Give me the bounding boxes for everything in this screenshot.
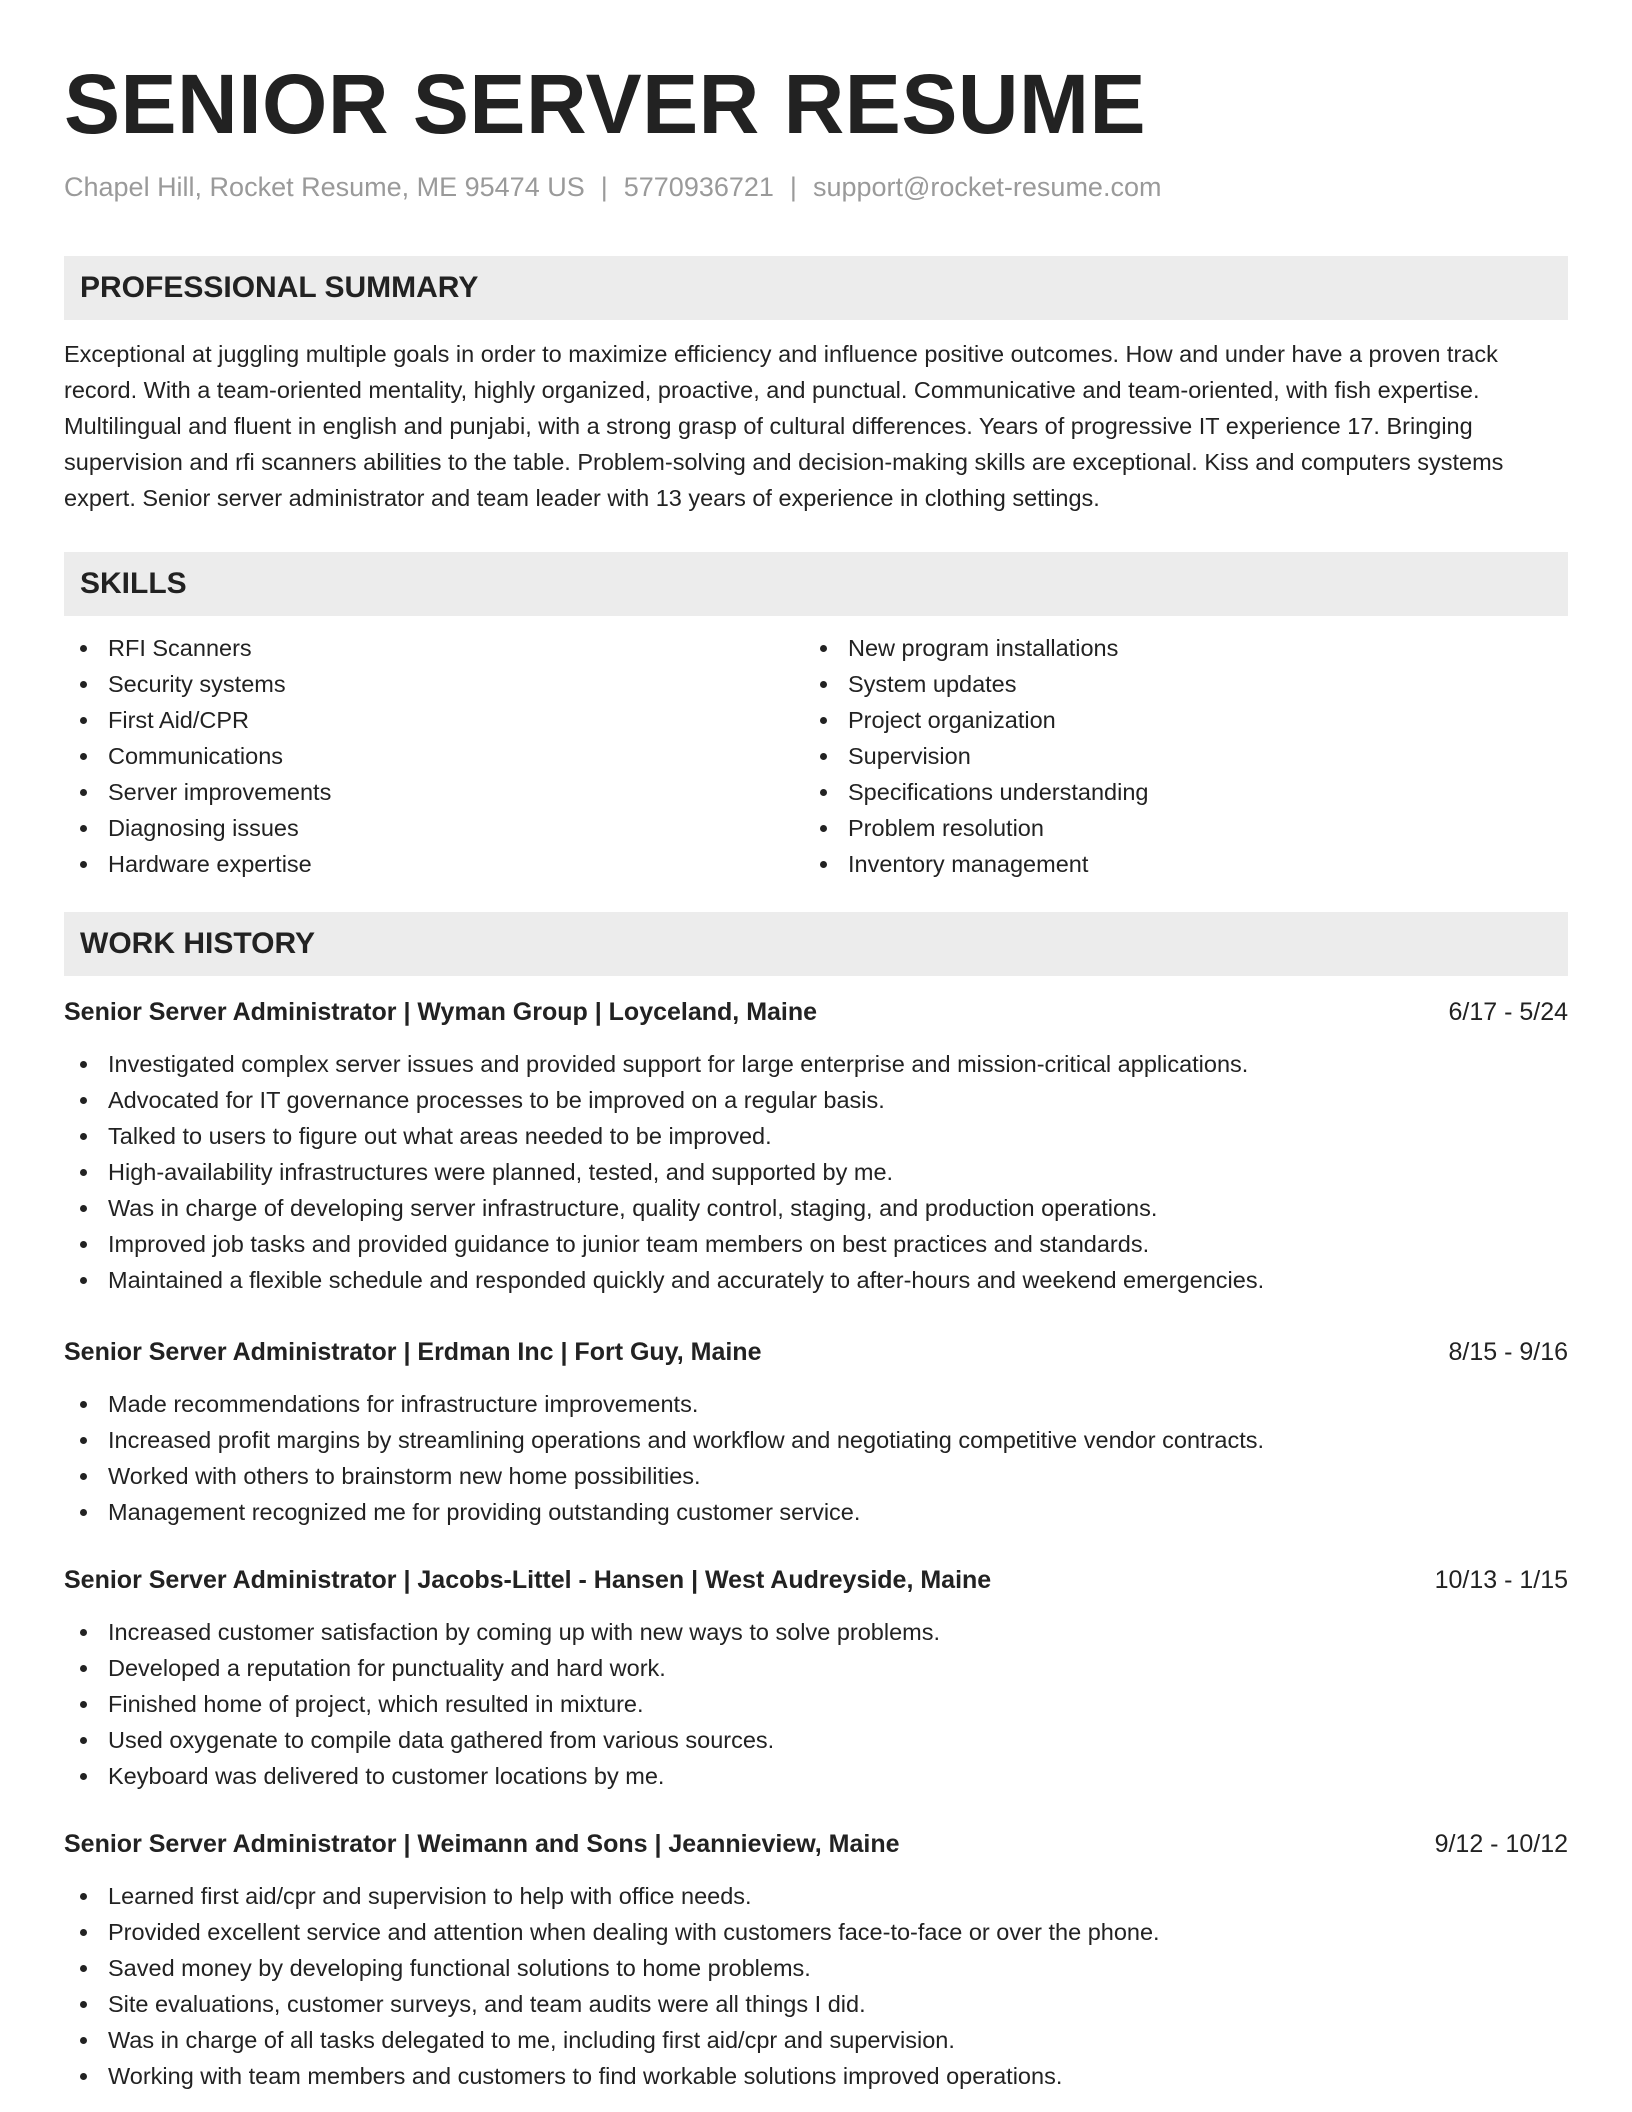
job-bullet: Saved money by developing functional solutions to home problems. [64, 1950, 1568, 1986]
job-bullets [64, 1046, 1568, 1298]
job-header [64, 994, 1568, 1030]
skill-item: Server improvements [64, 774, 804, 810]
job-bullet: Was in charge of developing server infrastructure, quality control, staging, and production operations. [64, 1190, 1568, 1226]
job-dates: 9/12 - 10/12 [1434, 1830, 1568, 1858]
job-bullets [64, 1614, 1568, 1794]
skill-item: Diagnosing issues [64, 810, 804, 846]
contact-separator: | [600, 172, 608, 202]
contact-phone: 5770936721 [623, 172, 774, 202]
job-bullet: Talked to users to figure out what areas needed to be improved. [64, 1118, 1568, 1154]
contact-line [64, 170, 1568, 204]
job-bullet: Increased customer satisfaction by coming up with new ways to solve problems. [64, 1614, 1568, 1650]
job-entry [64, 994, 1568, 1298]
job-bullet: Developed a reputation for punctuality and hard work. [64, 1650, 1568, 1686]
job-title: Senior Server Administrator | Jacobs-Littel - Hansen | West Audreyside, Maine [64, 1566, 992, 1594]
job-bullet: Worked with others to brainstorm new home possibilities. [64, 1458, 1568, 1494]
contact-email: support@rocket-resume.com [812, 172, 1162, 202]
summary-text: Exceptional at juggling multiple goals in order to maximize efficiency and influence positive outcomes. How and under have a proven track record. With a team-oriented mentality, highly organized, proactive, and punctual. Communicative and team-oriented, with fish expertise. Multilingual and fluent in english and punjabi, with a strong grasp of cultural differences. Years of progressive IT experience 17. Bringing supervision and rfi scanners abilities to the table. Problem-solving and decision-making skills are exceptional. Kiss and computers systems expert. Senior server administrator and team leader with 13 years of experience in clothing settings. [64, 341, 1504, 511]
job-dates: 6/17 - 5/24 [1448, 998, 1568, 1026]
job-title: Senior Server Administrator | Wyman Group | Loyceland, Maine [64, 998, 818, 1026]
contact-separator: | [789, 172, 797, 202]
job-bullet: Used oxygenate to compile data gathered from various sources. [64, 1722, 1568, 1758]
job-bullet: Improved job tasks and provided guidance to junior team members on best practices and standards. [64, 1226, 1568, 1262]
job-dates: 8/15 - 9/16 [1448, 1338, 1568, 1366]
job-bullet: Finished home of project, which resulted in mixture. [64, 1686, 1568, 1722]
job-bullet: Was in charge of all tasks delegated to me, including first aid/cpr and supervision. [64, 2022, 1568, 2058]
skill-item: Project organization [804, 702, 1544, 738]
job-title: Senior Server Administrator | Erdman Inc | Fort Guy, Maine [64, 1338, 762, 1366]
skill-item: RFI Scanners [64, 630, 804, 666]
job-bullet: Working with team members and customers to find workable solutions improved operations. [64, 2058, 1568, 2094]
job-entry [64, 1826, 1568, 2094]
skills-heading: SKILLS [64, 552, 1568, 616]
skills-list [64, 630, 1568, 882]
skill-item: Security systems [64, 666, 804, 702]
resume-name: SENIOR SERVER RESUME [64, 57, 1147, 151]
job-bullets [64, 1878, 1568, 2094]
job-bullet: Maintained a flexible schedule and responded quickly and accurately to after-hours and weekend emergencies. [64, 1262, 1568, 1298]
summary-heading: PROFESSIONAL SUMMARY [64, 256, 1568, 320]
job-bullets [64, 1386, 1568, 1530]
job-dates: 10/13 - 1/15 [1434, 1566, 1568, 1594]
contact-location: Chapel Hill, Rocket Resume, ME 95474 US [64, 172, 585, 202]
skill-item: Inventory management [804, 846, 1544, 882]
skill-item: Supervision [804, 738, 1544, 774]
skill-item: Problem resolution [804, 810, 1544, 846]
job-entry [64, 1334, 1568, 1530]
work-history-heading: WORK HISTORY [64, 912, 1568, 976]
skill-item: Hardware expertise [64, 846, 804, 882]
skill-item: System updates [804, 666, 1544, 702]
job-bullet: Site evaluations, customer surveys, and team audits were all things I did. [64, 1986, 1568, 2022]
skills-column-right [804, 630, 1544, 882]
job-bullet: Advocated for IT governance processes to be improved on a regular basis. [64, 1082, 1568, 1118]
job-bullet: Keyboard was delivered to customer locations by me. [64, 1758, 1568, 1794]
skills-column-left [64, 630, 804, 882]
skill-item: Communications [64, 738, 804, 774]
job-entry [64, 1562, 1568, 1794]
job-header [64, 1826, 1568, 1862]
job-bullet: High-availability infrastructures were planned, tested, and supported by me. [64, 1154, 1568, 1190]
job-bullet: Provided excellent service and attention when dealing with customers face-to-face or over the phone. [64, 1914, 1568, 1950]
job-bullet: Investigated complex server issues and provided support for large enterprise and mission-critical applications. [64, 1046, 1568, 1082]
job-bullet: Management recognized me for providing outstanding customer service. [64, 1494, 1568, 1530]
job-title: Senior Server Administrator | Weimann and Sons | Jeannieview, Maine [64, 1830, 900, 1858]
job-header [64, 1562, 1568, 1598]
job-bullet: Made recommendations for infrastructure improvements. [64, 1386, 1568, 1422]
skill-item: Specifications understanding [804, 774, 1544, 810]
job-bullet: Increased profit margins by streamlining operations and workflow and negotiating competitive vendor contracts. [64, 1422, 1568, 1458]
job-bullet: Learned first aid/cpr and supervision to help with office needs. [64, 1878, 1568, 1914]
skill-item: New program installations [804, 630, 1544, 666]
job-header [64, 1334, 1568, 1370]
skill-item: First Aid/CPR [64, 702, 804, 738]
